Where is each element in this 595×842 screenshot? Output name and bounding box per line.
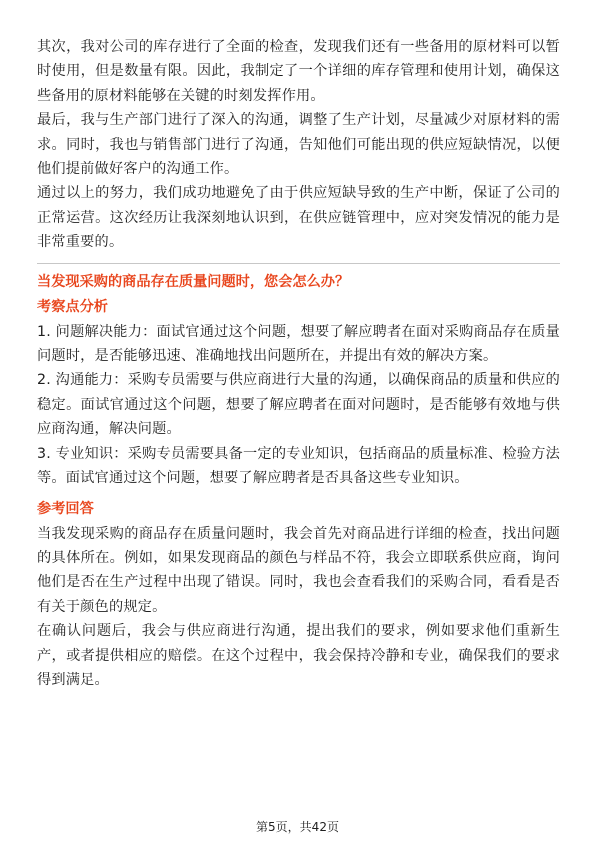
page-number-footer: 第5页，共42页 <box>256 820 339 834</box>
answer-paragraph-2: 在确认问题后，我会与供应商进行沟通，提出我们的要求，例如要求他们重新生产，或者提供相应的赔偿。在这个过程中，我会保持冷静和专业，确保我们的要求得到满足。 <box>37 623 560 688</box>
intro-paragraph-1: 其次，我对公司的库存进行了全面的检查，发现我们还有一些备用的原材料可以暂时使用，但是数量有限。因此，我制定了一个详细的库存管理和使用计划，确保这些备用的原材料能够在关键的时刻发挥作用。 <box>37 39 560 104</box>
analysis-item-2: 2. 沟通能力：采购专员需要与供应商进行大量的沟通，以确保商品的质量和供应的稳定。面试官通过这个问题，想要了解应聘者在面对问题时，是否能够有效地与供应商沟通，解决问题。 <box>37 372 560 438</box>
intro-paragraph-3: 通过以上的努力，我们成功地避免了由于供应短缺导致的生产中断，保证了公司的正常运营。这次经历让我深刻地认识到，在供应链管理中，应对突发情况的能力是非常重要的。 <box>37 185 560 251</box>
answer-paragraph-1: 当我发现采购的商品存在质量问题时，我会首先对商品进行详细的检查，找出问题的具体所在。例如，如果发现商品的颜色与样品不符，我会立即联系供应商，询问他们是否在生产过程中出现了错误。同时，我也会查看我们的采购合同，看看是否有关于颜色的规定。 <box>37 525 560 615</box>
answer-heading: 参考回答 <box>37 500 94 517</box>
page-content <box>37 35 560 692</box>
intro-paragraph-2: 最后，我与生产部门进行了深入的沟通，调整了生产计划，尽量减少对原材料的需求。同时，我也与销售部门进行了沟通，告知他们可能出现的供应短缺情况，以便他们提前做好客户的沟通工作。 <box>37 112 560 178</box>
analysis-heading: 考察点分析 <box>37 298 108 315</box>
section-divider <box>37 263 560 264</box>
analysis-item-1: 1. 问题解决能力：面试官通过这个问题，想要了解应聘者在面对采购商品存在质量问题时，是否能够迅速、准确地找出问题所在，并提出有效的解决方案。 <box>37 323 560 365</box>
analysis-item-3: 3. 专业知识：采购专员需要具备一定的专业知识，包括商品的质量标准、检验方法等。面试官通过这个问题，想要了解应聘者是否具备这些专业知识。 <box>37 445 560 487</box>
question-title: 当发现采购的商品存在质量问题时，您会怎么办？ <box>37 273 350 290</box>
